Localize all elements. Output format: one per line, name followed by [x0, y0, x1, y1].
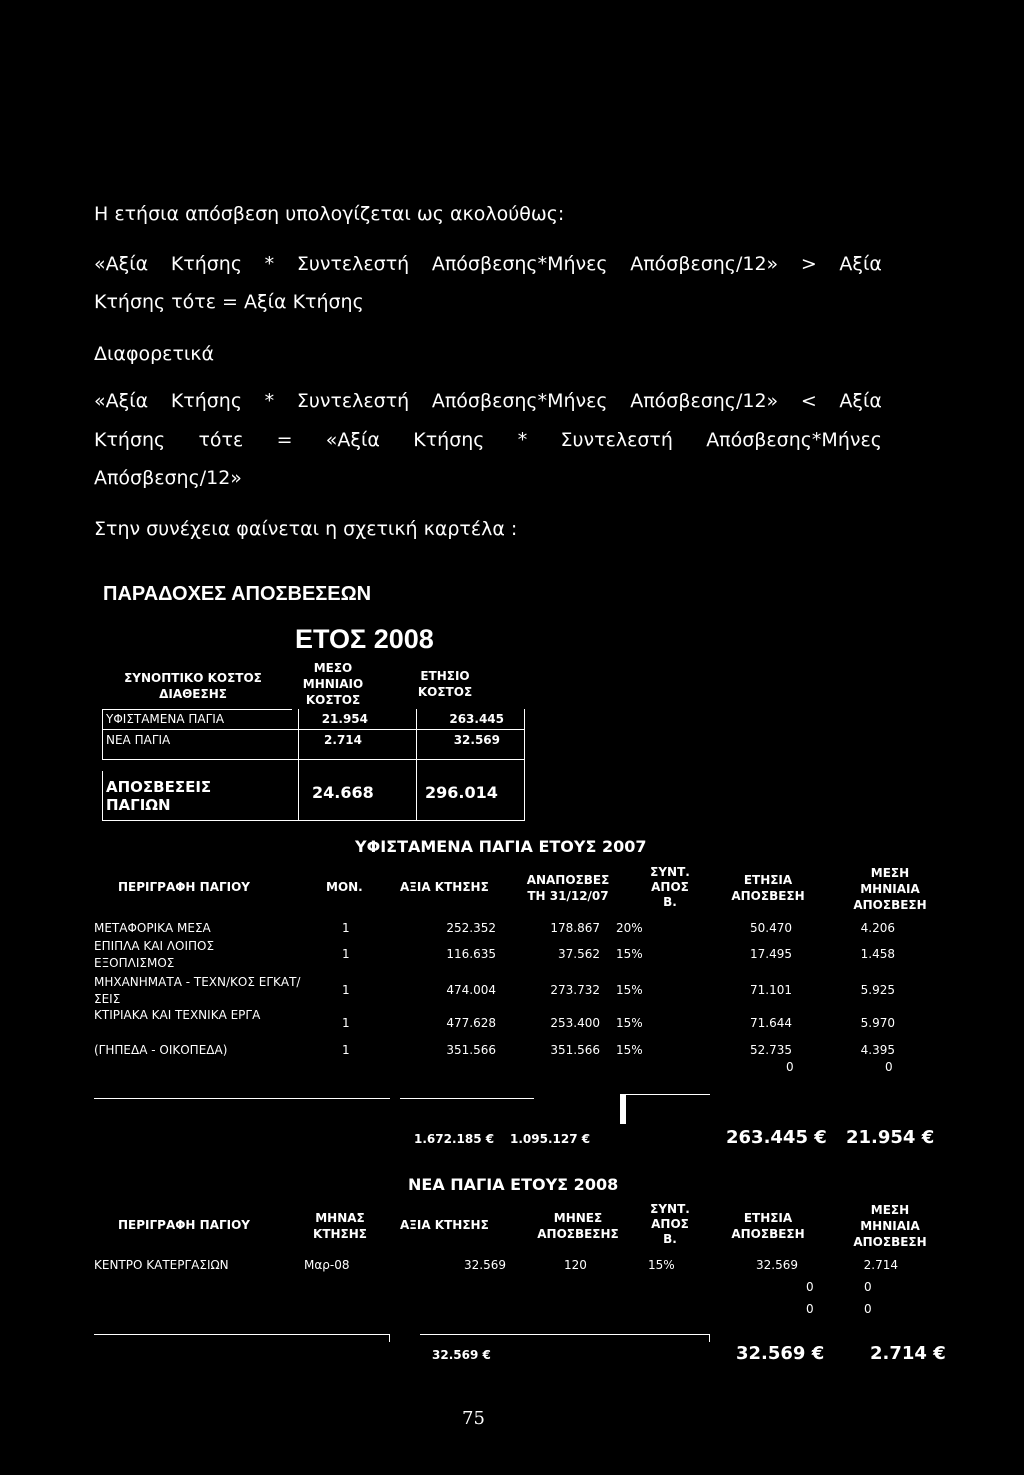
existing-total-value: 1.672.185 €	[414, 1132, 495, 1146]
table-row-units: 1	[342, 1016, 350, 1030]
table-row-undep: 253.400	[550, 1016, 600, 1030]
word: «Αξία	[94, 253, 149, 275]
extra-annual: 0	[806, 1302, 814, 1316]
table-row-desc: ΚΕΝΤΡΟ ΚΑΤΕΡΓΑΣΙΩΝ	[94, 1258, 229, 1272]
summary-title: ΠΑΡΑΔΟΧΕΣ ΑΠΟΣΒΕΣΕΩΝ	[103, 583, 372, 605]
table-row-annual: 17.495	[750, 947, 792, 961]
table-row-units: 1	[342, 947, 350, 961]
table-row-annual: 50.470	[750, 921, 792, 935]
summary-col-yearly: ΕΤΗΣΙΟ ΚΟΣΤΟΣ	[417, 669, 473, 699]
summary-total-monthly: 24.668	[312, 783, 374, 802]
table-row-undep: 273.732	[550, 983, 600, 997]
summary-row-monthly: 21.954	[321, 712, 368, 726]
table-row-rate: 15%	[616, 1016, 643, 1030]
word: Κτήσης	[413, 429, 485, 451]
intro-line-2	[94, 253, 882, 275]
word: Συντελεστή	[296, 253, 410, 275]
word: *	[264, 253, 275, 275]
table-row-monthly: 2.714	[863, 1258, 898, 1272]
intro-line-6	[94, 429, 882, 451]
word: Απόσβεσης*Μήνες	[431, 390, 608, 412]
word: τότε	[198, 429, 244, 451]
existing-total-annual: 263.445 €	[726, 1127, 827, 1148]
existing-header: ΑΝΑΠΟΣΒΕΣ ΤΗ 31/12/07	[526, 873, 610, 903]
summary-total-label: ΑΠΟΣΒΕΣΕΙΣ ΠΑΓΙΩΝ	[106, 778, 212, 814]
table-row-rate: 15%	[648, 1258, 675, 1272]
table-row-rate: 15%	[616, 983, 643, 997]
summary-row-label: ΥΦΙΣΤΑΜΕΝΑ ΠΑΓΙΑ	[106, 712, 225, 726]
new-header: ΜΗΝΕΣ ΑΠΟΣΒΕΣΗΣ	[537, 1211, 619, 1241]
table-row-rate: 20%	[616, 921, 643, 935]
extra-annual: 0	[786, 1060, 794, 1074]
word: Απόσβεσης*Μήνες	[706, 429, 882, 451]
summary-row-label: ΝΕΑ ΠΑΓΙΑ	[106, 733, 171, 747]
word: Απόσβεσης*Μήνες	[431, 253, 608, 275]
table-row-value: 252.352	[446, 921, 496, 935]
intro-line-3: Κτήσης τότε = Αξία Κτήσης	[94, 291, 364, 313]
new-header: ΕΤΗΣΙΑ ΑΠΟΣΒΕΣΗ	[731, 1211, 805, 1241]
page-number: 75	[462, 1408, 485, 1429]
existing-header: ΠΕΡΙΓΡΑΦΗ ΠΑΓΙΟΥ	[118, 880, 250, 894]
summary-row-yearly: 263.445	[449, 712, 504, 726]
summary-total-yearly: 296.014	[425, 783, 498, 802]
word: Κτήσης	[170, 253, 243, 275]
extra-monthly: 0	[864, 1280, 872, 1294]
summary-row-yearly: 32.569	[453, 733, 500, 747]
word: «Αξία	[325, 429, 380, 451]
new-total-annual: 32.569 €	[736, 1343, 825, 1364]
existing-total-undep: 1.095.127 €	[510, 1132, 591, 1146]
existing-header: ΣΥΝΤ. ΑΠΟΣ Β.	[650, 865, 690, 909]
table-row-month: Μαρ-08	[304, 1258, 350, 1272]
table-row-monthly: 1.458	[860, 947, 895, 961]
table-row-desc: ΜΗΧΑΝΗΜΑΤΑ - ΤΕΧΝ/ΚΟΣ ΕΓΚΑΤ/ΣΕΙΣ	[94, 975, 301, 1006]
intro-line-1: Η ετήσια απόσβεση υπολογίζεται ως ακολούθως:	[94, 203, 565, 225]
table-row-undep: 178.867	[550, 921, 600, 935]
extra-monthly: 0	[885, 1060, 893, 1074]
table-row-monthly: 5.925	[860, 983, 895, 997]
word: =	[276, 429, 293, 451]
word: «Αξία	[94, 390, 149, 412]
existing-header: ΜΕΣΗ ΜΗΝΙΑΙΑ ΑΠΟΣΒΕΣΗ	[853, 866, 927, 912]
word: Αξία	[839, 253, 882, 275]
new-header: ΣΥΝΤ. ΑΠΟΣ Β.	[650, 1202, 690, 1246]
existing-total-monthly: 21.954 €	[846, 1127, 935, 1148]
summary-col-monthly: ΜΕΣΟ ΜΗΝΙΑΙΟ ΚΟΣΤΟΣ	[302, 661, 364, 707]
table-row-annual: 71.101	[750, 983, 792, 997]
table-row-desc: ΕΠΙΠΛΑ ΚΑΙ ΛΟΙΠΟΣ ΕΞΟΠΛΙΣΜΟΣ	[94, 939, 215, 970]
word: Συντελεστή	[296, 390, 410, 412]
intro-line-7: Απόσβεσης/12»	[94, 467, 242, 489]
word: Απόσβεσης/12»	[630, 390, 779, 412]
word: Αξία	[839, 390, 882, 412]
new-header: ΠΕΡΙΓΡΑΦΗ ΠΑΓΙΟΥ	[118, 1218, 250, 1232]
intro-line-8: Στην συνέχεια φαίνεται η σχετική καρτέλα :	[94, 518, 518, 540]
table-row-rate: 15%	[616, 1043, 643, 1057]
existing-header: ΑΞΙΑ ΚΤΗΣΗΣ	[400, 880, 489, 894]
table-row-value: 32.569	[464, 1258, 506, 1272]
table-row-annual: 52.735	[750, 1043, 792, 1057]
intro-line-5	[94, 390, 882, 412]
table-row-undep: 351.566	[550, 1043, 600, 1057]
table-row-value: 351.566	[446, 1043, 496, 1057]
table-row-value: 116.635	[446, 947, 496, 961]
summary-col-label: ΣΥΝΟΠΤΙΚΟ ΚΟΣΤΟΣ ΔΙΑΘΕΣΗΣ	[124, 671, 262, 701]
table-row-annual: 32.569	[756, 1258, 798, 1272]
existing-header: ΕΤΗΣΙΑ ΑΠΟΣΒΕΣΗ	[731, 873, 805, 903]
word: Κτήσης	[170, 390, 243, 412]
table-row-monthly: 4.206	[860, 921, 895, 935]
table-row-value: 477.628	[446, 1016, 496, 1030]
new-header: ΑΞΙΑ ΚΤΗΣΗΣ	[400, 1218, 489, 1232]
extra-monthly: 0	[864, 1302, 872, 1316]
new-header: ΜΕΣΗ ΜΗΝΙΑΙΑ ΑΠΟΣΒΕΣΗ	[853, 1203, 927, 1249]
year-title: ΕΤΟΣ 2008	[295, 624, 434, 654]
summary-row-monthly: 2.714	[324, 733, 362, 747]
word: Συντελεστή	[560, 429, 673, 451]
intro-line-4: Διαφορετικά	[94, 343, 215, 365]
table-row-value: 474.004	[446, 983, 496, 997]
existing-header: ΜΟΝ.	[326, 880, 363, 894]
new-title: ΝΕΑ ΠΑΓΙΑ ΕΤΟΥΣ 2008	[408, 1175, 619, 1194]
word: Απόσβεσης/12»	[630, 253, 779, 275]
word: *	[264, 390, 275, 412]
word: <	[800, 390, 817, 412]
extra-annual: 0	[806, 1280, 814, 1294]
table-row-units: 1	[342, 921, 350, 935]
table-row-monthly: 5.970	[860, 1016, 895, 1030]
word: *	[517, 429, 528, 451]
table-row-undep: 37.562	[558, 947, 600, 961]
table-row-units: 1	[342, 983, 350, 997]
table-row-monthly: 4.395	[860, 1043, 895, 1057]
table-row-units: 1	[342, 1043, 350, 1057]
table-row-desc: (ΓΗΠΕΔΑ - ΟΙΚΟΠΕΔΑ)	[94, 1043, 228, 1057]
table-row-desc: ΜΕΤΑΦΟΡΙΚΑ ΜΕΣΑ	[94, 921, 211, 935]
table-row-rate: 15%	[616, 947, 643, 961]
new-total-monthly: 2.714 €	[870, 1343, 946, 1364]
table-row-annual: 71.644	[750, 1016, 792, 1030]
word: >	[800, 253, 817, 275]
table-row-months: 120	[564, 1258, 587, 1272]
total-bracket	[620, 1094, 626, 1124]
new-total-value: 32.569 €	[432, 1348, 491, 1362]
existing-title: ΥΦΙΣΤΑΜΕΝΑ ΠΑΓΙΑ ΕΤΟΥΣ 2007	[355, 837, 647, 856]
table-row-desc: ΚΤΙΡΙΑΚΑ ΚΑΙ ΤΕΧΝΙΚΑ ΕΡΓΑ	[94, 1008, 261, 1022]
word: Κτήσης	[94, 429, 166, 451]
new-header: ΜΗΝΑΣ ΚΤΗΣΗΣ	[313, 1211, 367, 1241]
